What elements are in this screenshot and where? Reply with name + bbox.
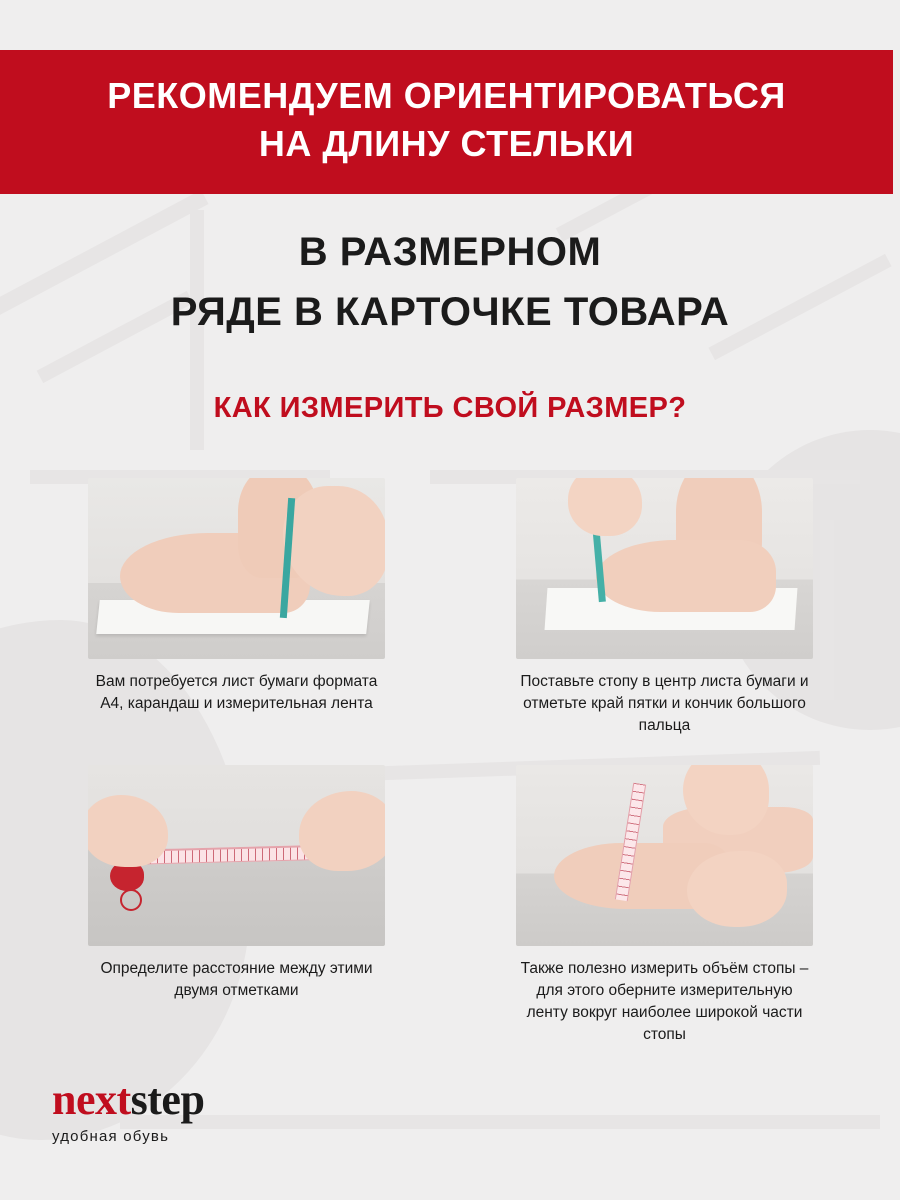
banner-line-2: НА ДЛИНУ СТЕЛЬКИ [258, 122, 635, 164]
step-item [516, 765, 813, 1046]
step-caption-2: Поставьте стопу в центр листа бумаги и отметьте край пятки и кончик большого пальца [520, 673, 809, 734]
hand-right-shape [299, 791, 385, 871]
logo-part-step: step [130, 1075, 205, 1124]
foot-shape [596, 540, 776, 612]
logo-wordmark [52, 1075, 205, 1124]
page-title [0, 222, 900, 342]
steps-grid [88, 478, 813, 1046]
step-caption-1: Вам потребуется лист бумаги формата А4, карандаш и измерительная лента [95, 673, 378, 712]
step-caption-4: Также полезно измерить объём стопы – для этого оберните измерительную ленту вокруг наиболее широкой части стопы [520, 960, 809, 1043]
step-photo-1 [88, 478, 385, 659]
hand-shape [568, 478, 642, 536]
tape-ring [120, 889, 142, 911]
hand-bottom-shape [687, 851, 787, 927]
step-item [516, 478, 813, 737]
step-item [88, 765, 385, 1046]
logo-tagline: удобная обувь [52, 1128, 170, 1145]
subheading: КАК ИЗМЕРИТЬ СВОЙ РАЗМЕР? [213, 392, 687, 424]
step-caption-3: Определите расстояние между этими двумя отметками [100, 960, 373, 999]
step-item [88, 478, 385, 737]
step-photo-3 [88, 765, 385, 946]
heading-line-2: РЯДЕ В КАРТОЧКЕ ТОВАРА [170, 290, 730, 334]
brand-logo [52, 1075, 205, 1145]
step-photo-2 [516, 478, 813, 659]
red-banner [0, 50, 893, 194]
heading-line-1: В РАЗМЕРНОМ [298, 230, 602, 274]
logo-part-next: next [52, 1075, 131, 1124]
hand-left-shape [88, 795, 168, 867]
step-photo-4 [516, 765, 813, 946]
banner-line-1: РЕКОМЕНДУЕМ ОРИЕНТИРОВАТЬСЯ [107, 75, 786, 116]
